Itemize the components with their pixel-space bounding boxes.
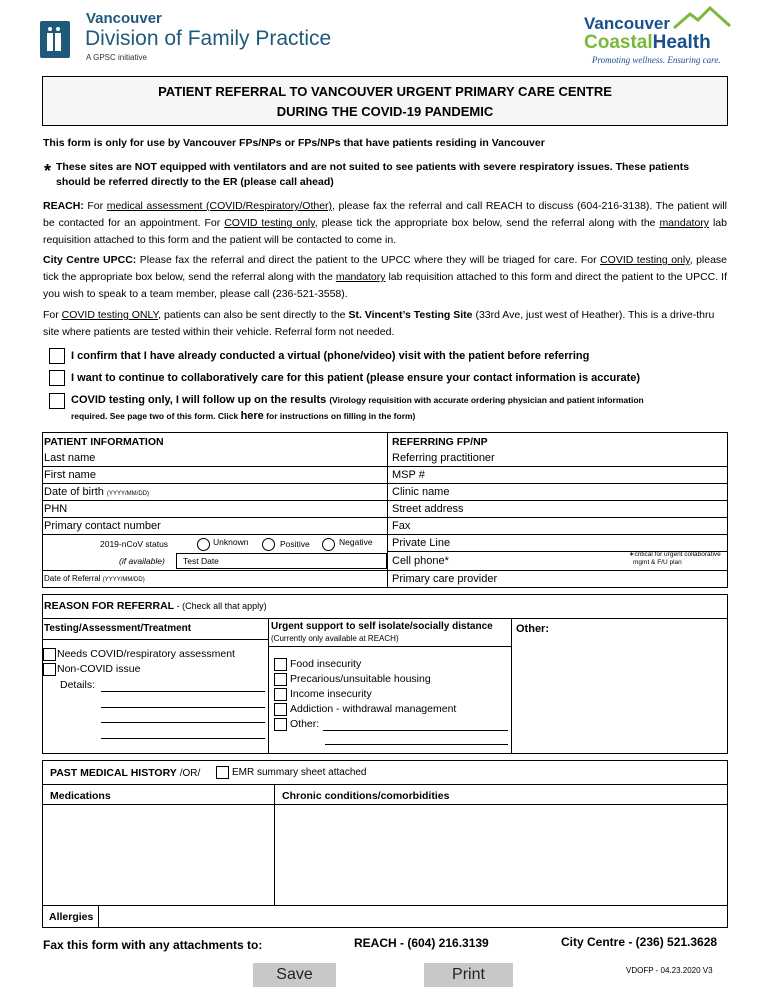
row-divider (42, 570, 387, 571)
covid-testing-note: required. See page two of this form. Click here for instructions on filling in the form) (71, 410, 416, 422)
dfp-subtitle: A GPSC initiative (86, 53, 147, 62)
row-divider (268, 646, 511, 647)
vch-line1: Vancouver (584, 14, 670, 33)
income-insecurity-checkbox[interactable] (274, 688, 287, 701)
fax-instructions: Fax this form with any attachments to: (43, 938, 263, 952)
collaborative-care-checkbox[interactable] (49, 370, 65, 386)
other-column-heading: Other: (516, 623, 549, 635)
row-divider (42, 517, 387, 518)
non-covid-issue-checkbox[interactable] (43, 663, 56, 676)
ncov-unknown-radio[interactable] (197, 538, 210, 551)
collaborative-care-label: I want to continue to collaboratively care for this patient (please ensure your contact information is accurate) (71, 372, 641, 384)
row-divider (42, 500, 387, 501)
col-divider (511, 618, 512, 754)
title-line2: DURING THE COVID-19 PANDEMIC (276, 104, 494, 119)
housing-checkbox[interactable] (274, 673, 287, 686)
emr-summary-label: EMR summary sheet attached (232, 767, 367, 778)
row-divider (387, 500, 728, 501)
chronic-conditions-field[interactable] (275, 805, 727, 905)
cell-phone-label: Cell phone* (392, 555, 449, 567)
private-line-label: Private Line (392, 537, 451, 549)
dfp-city: Vancouver (86, 10, 162, 27)
row-divider (42, 466, 387, 467)
covid-testing-only-checkbox[interactable] (49, 393, 65, 409)
details-line[interactable] (101, 707, 265, 708)
test-date-label: Test Date (183, 556, 219, 566)
row-divider (42, 639, 268, 640)
addiction-label: Addiction - withdrawal management (290, 703, 457, 715)
non-covid-issue-label: Non-COVID issue (57, 663, 141, 675)
title-box (42, 76, 728, 126)
dfp-logo-mark (40, 21, 70, 58)
medications-heading: Medications (50, 790, 111, 802)
referring-heading: REFERRING FP/NP (392, 436, 488, 448)
mountain-icon (672, 6, 734, 30)
msp-label: MSP # (392, 469, 425, 481)
warning-star: * (44, 161, 52, 181)
row-divider (42, 784, 728, 785)
ncov-status-label: 2019-nCoV status (100, 539, 169, 549)
row-divider (42, 534, 387, 535)
food-insecurity-label: Food insecurity (290, 658, 362, 670)
row-divider (387, 517, 728, 518)
confirm-virtual-visit-checkbox[interactable] (49, 348, 65, 364)
row-divider (387, 534, 728, 535)
details-label: Details: (60, 679, 96, 691)
covid-testing-only-label: COVID testing only, I will follow up on the results (Virology requisition with accurate ordering physician and patient information (71, 394, 644, 406)
title-line1: PATIENT REFERRAL TO VANCOUVER URGENT PRIMARY CARE CENTRE (158, 84, 612, 99)
last-name-label: Last name (44, 452, 96, 464)
col-divider (268, 618, 269, 754)
cell-note: ∗critical for urgent collaborative mgmt & F/U plan (629, 551, 721, 566)
ncov-negative-radio[interactable] (322, 538, 335, 551)
support-other-label: Other: (290, 718, 320, 730)
allergies-field[interactable] (99, 906, 727, 927)
support-column-heading: Urgent support to self isolate/socially distance (271, 621, 493, 632)
first-name-label: First name (44, 469, 96, 481)
dfp-title: Division of Family Practice (85, 27, 332, 50)
testing-column-heading: Testing/Assessment/Treatment (44, 623, 192, 634)
referral-date-label: Date of Referral (YYYY/MM/DD) (44, 574, 145, 583)
history-heading: PAST MEDICAL HISTORY /OR/ (50, 767, 201, 779)
print-button[interactable]: Print (424, 963, 513, 987)
support-column-note: (Currently only available at REACH) (271, 634, 399, 643)
testing-paragraph: For COVID testing ONLY, patients can also be sent directly to the St. Vincent’s Testing Site (33rd Ave, just west of Heather). This is a drive-thru site where patients are tested within their vehicle. Referral form not needed. (43, 309, 715, 338)
street-address-label: Street address (392, 503, 464, 515)
warning-line2: should be referred directly to the ER (please call ahead) (56, 176, 334, 188)
fax-label: Fax (392, 520, 411, 532)
phn-label: PHN (44, 503, 68, 515)
if-available-label: (if available) (119, 556, 165, 566)
medications-field[interactable] (43, 805, 274, 905)
ncov-positive-label: Positive (280, 539, 310, 549)
row-divider (42, 618, 728, 619)
row-divider (387, 483, 728, 484)
dob-label: Date of birth (YYYY/MM/DD) (44, 486, 149, 498)
clinic-name-label: Clinic name (392, 486, 450, 498)
support-other-line[interactable] (323, 730, 508, 731)
row-divider (42, 483, 387, 484)
details-line[interactable] (101, 722, 265, 723)
addiction-checkbox[interactable] (274, 703, 287, 716)
needs-covid-assessment-label: Needs COVID/respiratory assessment (57, 648, 235, 660)
ncov-unknown-label: Unknown (213, 537, 249, 547)
divider (387, 432, 388, 588)
referring-practitioner-label: Referring practitioner (392, 452, 495, 464)
row-divider (387, 570, 728, 571)
primary-contact-label: Primary contact number (44, 520, 161, 532)
details-line[interactable] (101, 738, 265, 739)
ncov-positive-radio[interactable] (262, 538, 275, 551)
reach-paragraph: REACH: For medical assessment (COVID/Respiratory/Other), please fax the referral and call REACH to discuss (604-216-3138). The patient will be contacted for an appointment. For COVID testing only, please tick the appropriate box below, send the referral along with the mandatory lab requisition attached to this form and the patient will be contacted to come in. (43, 200, 727, 246)
confirm-virtual-visit-label: I confirm that I have already conducted a virtual (phone/video) visit with the patient before referring (71, 350, 590, 362)
test-date-field[interactable] (176, 553, 387, 569)
vch-tagline: Promoting wellness. Ensuring care. (592, 55, 721, 65)
allergies-label: Allergies (49, 911, 94, 923)
city-centre-paragraph: City Centre UPCC: Please fax the referral and direct the patient to the UPCC where they will be triaged for care. For COVID testing only, please tick the appropriate box below, send the referral along with the mandatory lab requisition attached to this form and direct the patient to the UPCC. If you wish to speak to a team member, please call (236-521-3558). (43, 254, 728, 300)
food-insecurity-checkbox[interactable] (274, 658, 287, 671)
details-line[interactable] (101, 691, 265, 692)
warning-line1: These sites are NOT equipped with ventilators and are not suited to see patients with severe respiratory issues. These patients (56, 161, 690, 173)
housing-label: Precarious/unsuitable housing (290, 673, 431, 685)
intro-text: This form is only for use by Vancouver FPs/NPs or FPs/NPs that have patients residing in Vancouver (43, 137, 545, 149)
needs-covid-assessment-checkbox[interactable] (43, 648, 56, 661)
support-other-line[interactable] (325, 744, 508, 745)
income-insecurity-label: Income insecurity (290, 688, 372, 700)
version-label: VDOFP - 04.23.2020 V3 (626, 966, 713, 975)
reason-heading: REASON FOR REFERRAL - (Check all that apply) (44, 600, 267, 612)
ncov-negative-label: Negative (339, 537, 373, 547)
reach-fax-number: REACH - (604) 216.3139 (354, 936, 489, 950)
row-divider (387, 466, 728, 467)
city-centre-fax-number: City Centre - (236) 521.3628 (561, 935, 718, 949)
chronic-conditions-heading: Chronic conditions/comorbidities (282, 790, 450, 802)
emr-summary-checkbox[interactable] (216, 766, 229, 779)
save-button[interactable]: Save (253, 963, 336, 987)
instructions-link[interactable]: here (240, 410, 264, 422)
vch-line2: CoastalHealth (584, 32, 711, 53)
support-other-checkbox[interactable] (274, 718, 287, 731)
patient-info-heading: PATIENT INFORMATION (44, 436, 164, 448)
primary-care-provider-label: Primary care provider (392, 573, 498, 585)
